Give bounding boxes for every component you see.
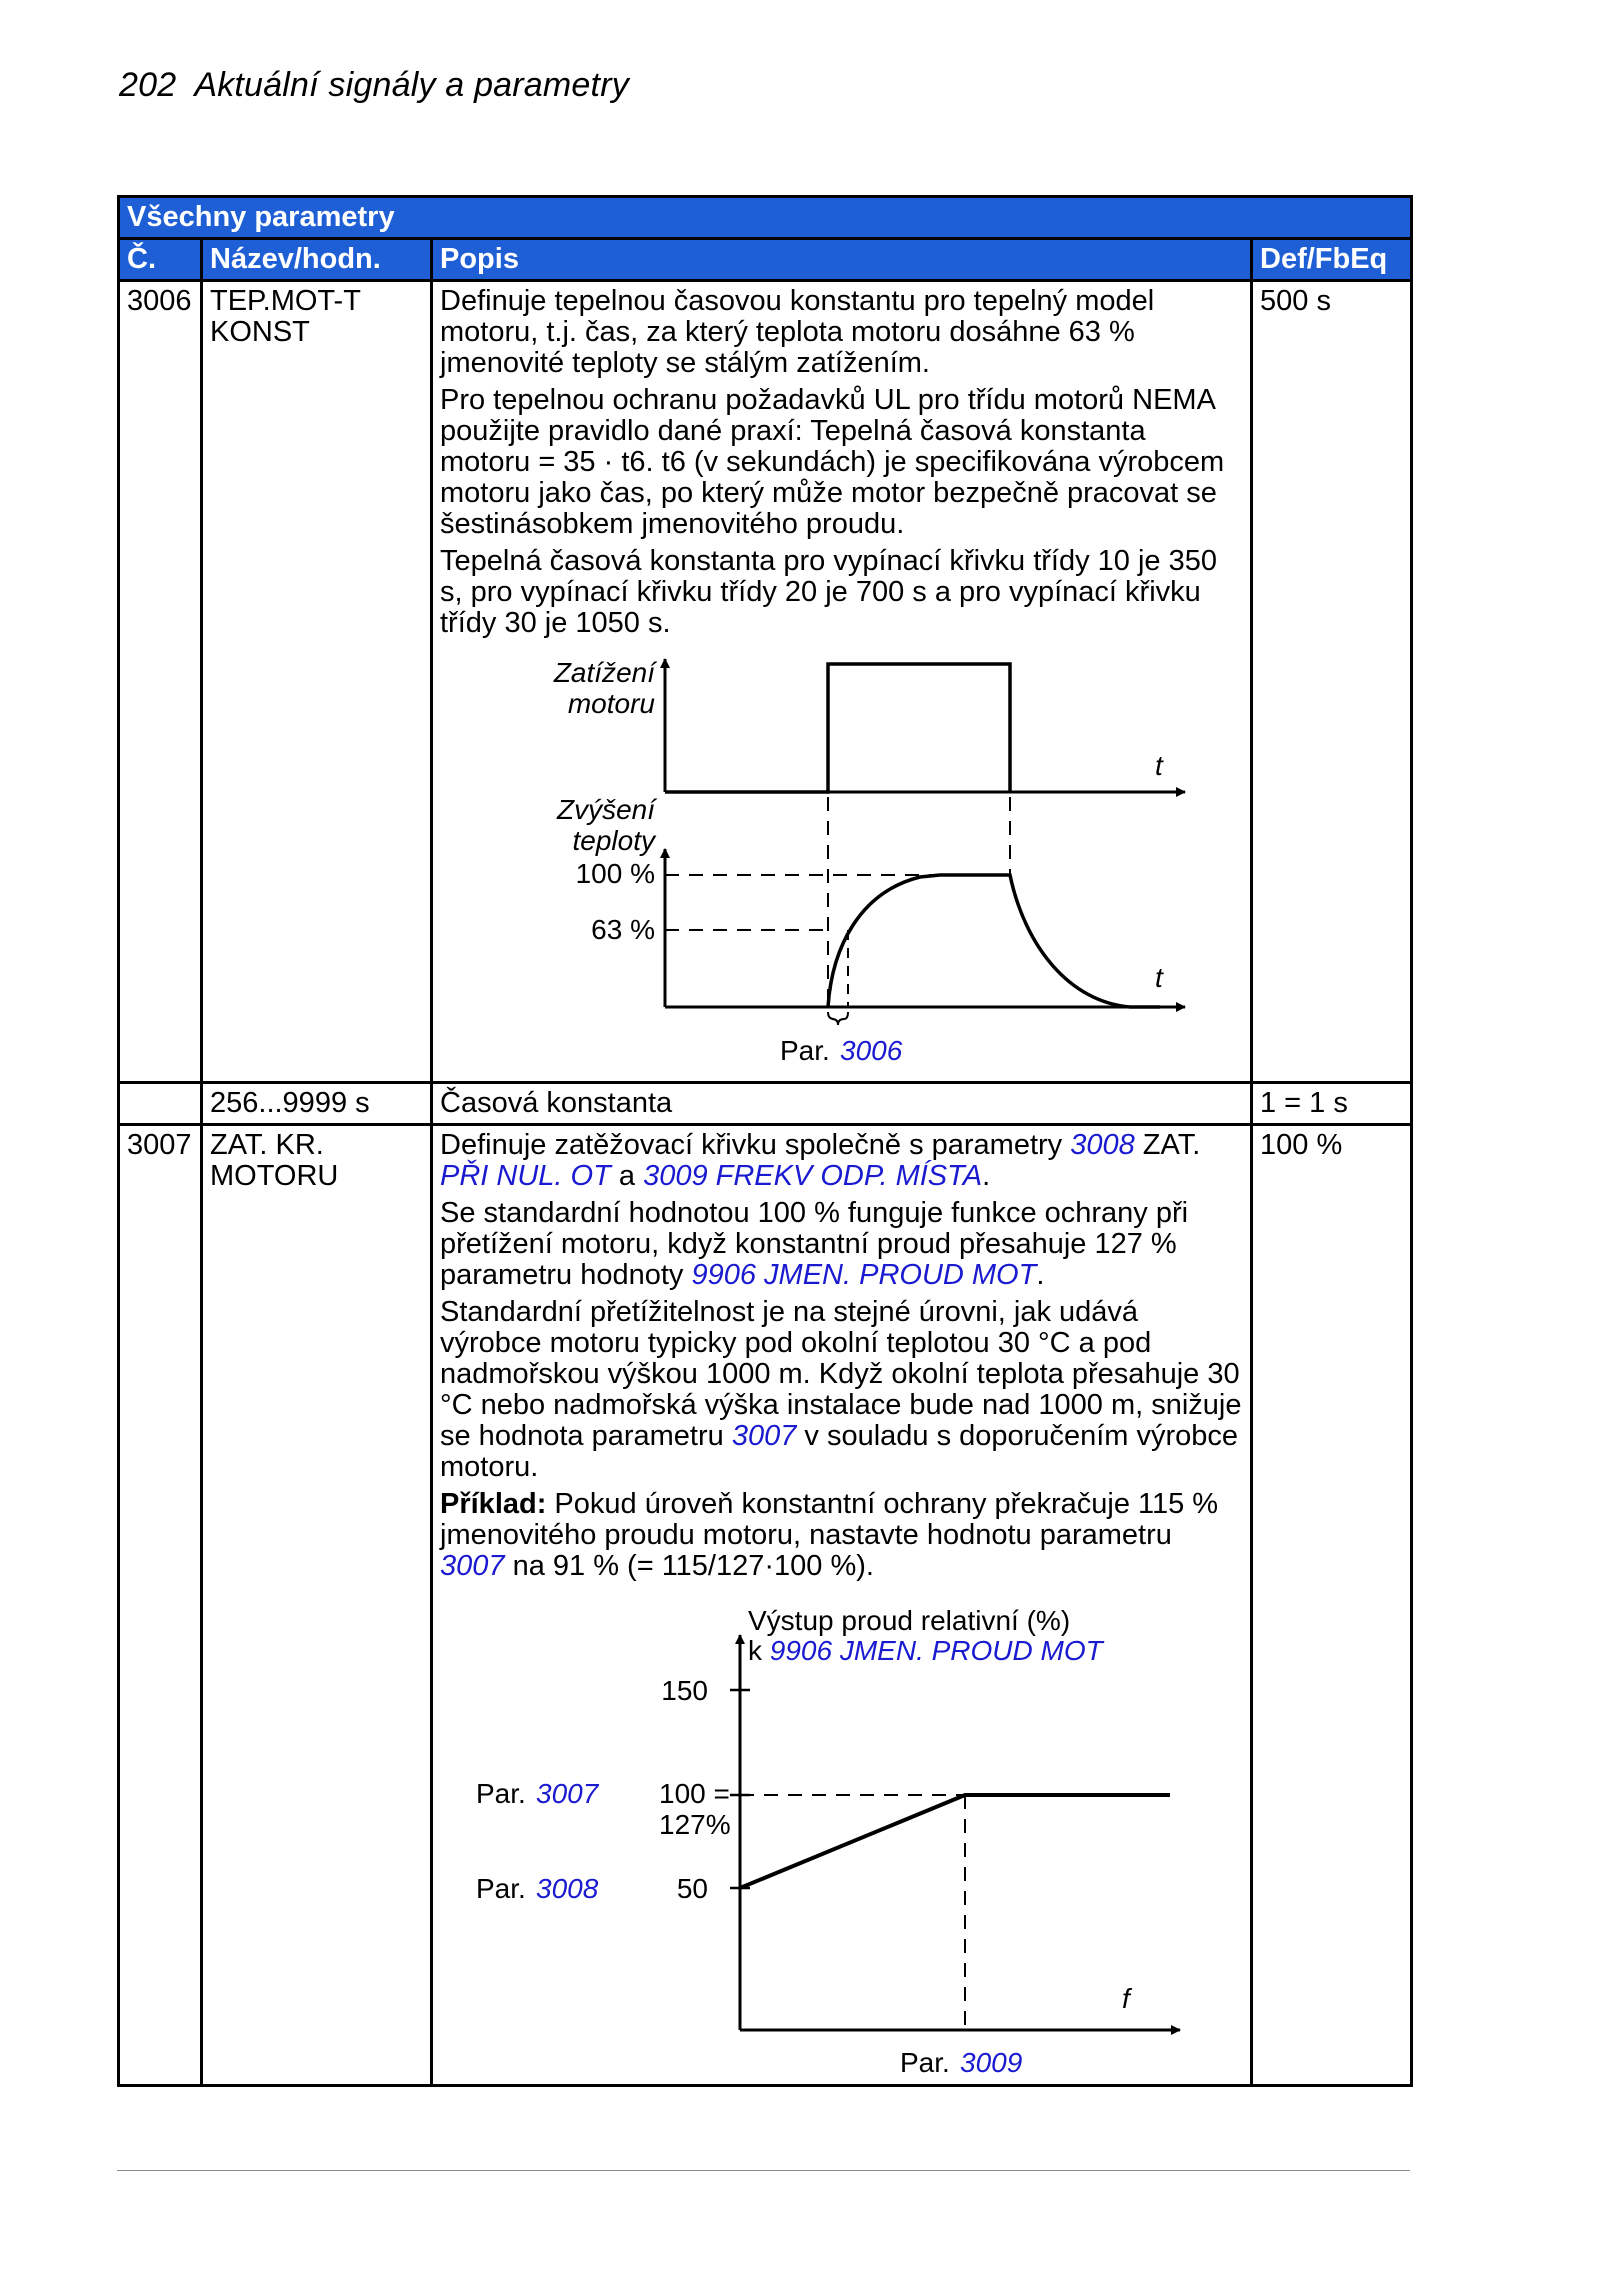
param-link-3009[interactable]: 3009 FREKV ODP. MÍSTA — [643, 1160, 983, 1192]
description-paragraph: Definuje tepelnou časovou konstantu pro tepelný model motoru, t.j. čas, za který teplota motoru dosáhne 63 % jmenovité teploty se stálým zatížením. — [440, 285, 1155, 379]
y-axis-title-line2: k 9906 JMEN. PROUD MOT — [748, 1635, 1103, 1666]
tick-label-127: 127% — [659, 1809, 731, 1840]
text: v souladu s doporučením výrobce motoru. — [440, 1420, 1239, 1483]
temperature-curve — [828, 875, 1160, 1007]
table-row — [119, 1125, 1412, 2086]
thermal-time-constant-diagram — [440, 647, 1240, 1077]
time-label: t — [1155, 750, 1163, 781]
text: Pokud úroveň konstantní ochrany překračuje 115 % jmenovitého proudu motoru, nastavte hodnotu parametru — [440, 1488, 1219, 1551]
par-3008-link[interactable]: 3008 — [536, 1873, 599, 1904]
col-header-no: Č. — [119, 239, 202, 281]
par-prefix: Par. — [476, 1873, 526, 1904]
table-row — [119, 281, 1412, 1083]
temp-label-line2: teploty — [572, 825, 655, 856]
y-axis-title-line1: Výstup proud relativní (%) — [748, 1605, 1071, 1636]
level-63-label: 63 % — [591, 914, 655, 945]
param-fbeq: 1 = 1 s — [1252, 1083, 1412, 1125]
description-paragraph — [440, 1130, 1243, 1192]
footer-divider — [117, 2170, 1410, 2171]
param-default: 500 s — [1252, 281, 1412, 1083]
col-header-name: Název/hodn. — [202, 239, 432, 281]
text: na 91 % (= 115/127·100 %). — [504, 1550, 874, 1582]
param-name: TEP.MOT-T KONST — [202, 281, 432, 1083]
description-paragraph — [440, 1297, 1243, 1483]
range-description: Časová konstanta — [432, 1083, 1252, 1125]
param-link-3007[interactable]: 3007 — [440, 1550, 505, 1582]
table-title-row — [119, 197, 1412, 239]
col-header-default: Def/FbEq — [1252, 239, 1412, 281]
table-row — [119, 1083, 1412, 1125]
example-label: Příklad: — [440, 1488, 547, 1520]
param-default: 100 % — [1252, 1125, 1412, 2086]
param-number: 3006 — [119, 281, 202, 1083]
page-number: 202 — [119, 66, 177, 104]
parameters-table — [117, 195, 1413, 2087]
load-label-line2: motoru — [567, 688, 655, 719]
table-title: Všechny parametry — [119, 197, 1412, 239]
load-pulse — [665, 664, 1010, 792]
empty-cell — [119, 1083, 202, 1125]
param-name: ZAT. KR. MOTORU — [202, 1125, 432, 2086]
text: . — [982, 1160, 991, 1192]
load-label-line1: Zatížení — [553, 657, 655, 688]
param-link-3007[interactable]: 3007 — [731, 1420, 797, 1452]
param-link-3008[interactable]: 3008 — [1070, 1129, 1135, 1161]
text: . — [1036, 1259, 1045, 1291]
param-description — [432, 281, 1252, 1083]
text: ZAT. — [1134, 1129, 1201, 1161]
frequency-label: f — [1122, 1983, 1130, 2014]
par-prefix: Par. — [780, 1035, 830, 1066]
description-paragraph: Pro tepelnou ochranu požadavků UL pro třídu motorů NEMA použijte pravidlo dané praxí: Tepelná časová konstanta motoru = 35 · t6. t6 (v sekundách) je specifikována výrobcem motoru jako čas, po který může motor bezpečně pracovat se šestinásobkem jmenovitého proudu. — [440, 384, 1225, 540]
time-constant-brace — [828, 1012, 848, 1025]
param-link-9906[interactable]: 9906 JMEN. PROUD MOT — [691, 1259, 1037, 1291]
tick-label-50: 50 — [676, 1873, 708, 1904]
par-prefix: Par. — [900, 2047, 950, 2078]
load-curve-diagram — [440, 1590, 1240, 2080]
par-prefix: Par. — [476, 1778, 526, 1809]
load-curve — [740, 1795, 1170, 1888]
text: Definuje zatěžovací křivku společně s parametry — [440, 1129, 1071, 1161]
param-description — [432, 1125, 1252, 2086]
text: a — [610, 1160, 644, 1192]
par-3007-link[interactable]: 3007 — [536, 1778, 599, 1809]
col-header-desc: Popis — [432, 239, 1252, 281]
tick-label-100: 100 = — [659, 1778, 730, 1809]
param-link-3008-name[interactable]: PŘI NUL. OT — [440, 1160, 611, 1192]
param-number: 3007 — [119, 1125, 202, 2086]
page-title: Aktuální signály a parametry — [194, 66, 629, 104]
time-label: t — [1155, 962, 1163, 993]
param-range: 256...9999 s — [202, 1083, 432, 1125]
level-100-label: 100 % — [575, 858, 655, 889]
par-3009-link[interactable]: 3009 — [960, 2047, 1023, 2078]
temp-label-line1: Zvýšení — [556, 794, 655, 825]
table-header-row — [119, 239, 1412, 281]
tick-label-150: 150 — [661, 1675, 708, 1706]
text: Se standardní hodnotou 100 % funguje funkce ochrany při přetížení motoru, když konstantní proud přesahuje 127 % parametru hodnoty — [440, 1197, 1189, 1291]
page-header — [119, 66, 629, 105]
text: Standardní přetížitelnost je na stejné úrovni, jak udává výrobce motoru typicky pod okolní teplotou 30 °C a pod nadmořskou výškou 1000 m. Když okolní teplota přesahuje 30 °C nebo nadmořská výška instalace bude nad 1000 m, snižuje se hodnota parametru — [440, 1296, 1242, 1452]
description-paragraph — [440, 1489, 1243, 1582]
description-paragraph — [440, 1198, 1243, 1291]
description-paragraph: Tepelná časová konstanta pro vypínací křivku třídy 10 je 350 s, pro vypínací křivku třídy 20 je 700 s a pro vypínací křivku třídy 30 je 1050 s. — [440, 545, 1217, 639]
par-3006-link[interactable]: 3006 — [840, 1035, 903, 1066]
